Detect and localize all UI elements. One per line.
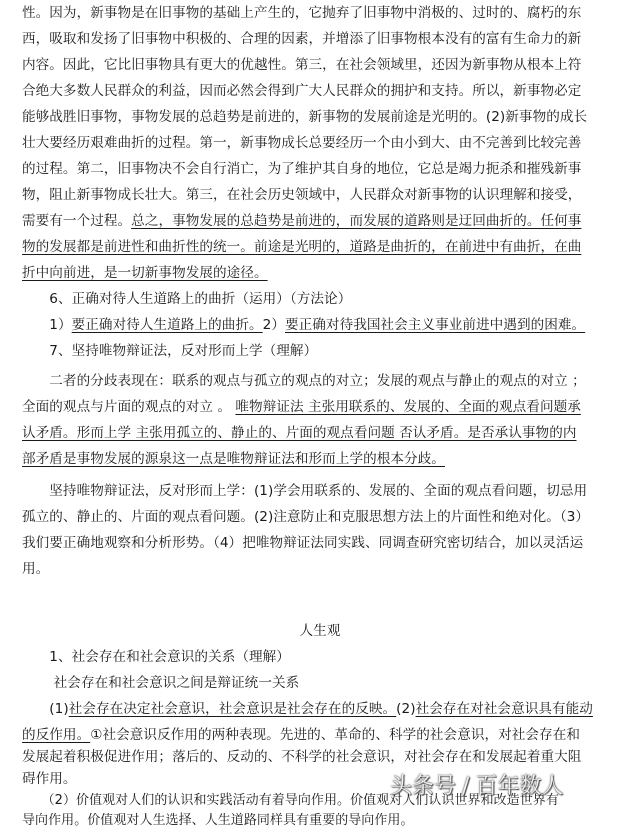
text-segment: 需要有一个过程。 xyxy=(22,213,132,229)
text-segment: 1、社会存在和社会意识的关系（理解） xyxy=(22,649,290,665)
text-segment: 合绝大多数人民群众的利益，因而必然会得到广大人民群众的拥护和支持。所以，新事物必定 xyxy=(22,83,582,99)
text-segment: 发展起着积极促进作用；落后的、反动的、不科学的社会意识，对社会存在和发展起着重大阻 xyxy=(22,749,582,765)
text-segment: 能够战胜旧事物，事物发展的总趋势是前进的，新事物的发展前途是光明的。(2)新事物的成长 xyxy=(22,109,588,125)
underlined-text: 唯物辩证法 主张用联系的、发展的、全面的观点看问题承 xyxy=(235,399,581,415)
section-heading xyxy=(22,342,317,360)
text-line xyxy=(22,56,581,74)
section-heading xyxy=(22,648,290,666)
text-line xyxy=(22,398,581,416)
text-line xyxy=(22,748,581,766)
text-segment: 物，阻止新事物成长壮大。第三，在社会历史领域中，人民群众对新事物的认识理解和接受， xyxy=(22,187,582,203)
text-segment: (1) xyxy=(22,701,69,717)
watermark xyxy=(390,773,563,801)
text-segment: 壮大要经历艰难曲折的过程。第一，新事物成长总要经历一个由小到大、由不完善到比较完善 xyxy=(22,135,582,151)
text-segment: 1） xyxy=(22,317,72,333)
underlined-text: 社会存在对社会意识具有能动 xyxy=(415,701,593,717)
text-line xyxy=(22,30,581,48)
text-segment: 西，吸取和发扬了旧事物中积极的、合理的因素，并增添了旧事物根本没有的富有生命力的新 xyxy=(22,31,582,47)
watermark-separator: / xyxy=(462,774,470,799)
watermark-author: 百年数人 xyxy=(475,774,564,799)
underlined-text: 的反作用。 xyxy=(22,727,91,743)
text-line xyxy=(22,482,587,500)
text-line xyxy=(22,508,589,526)
text-segment: 导向作用。价值观对人生选择、人生道路同样具有重要的导向作用。 xyxy=(22,813,414,828)
text-segment: 碍作用。 xyxy=(22,771,77,787)
text-line xyxy=(22,186,581,204)
page-title xyxy=(0,622,640,640)
text-line xyxy=(22,82,581,100)
text-line xyxy=(22,316,585,334)
text-segment: 坚持唯物辩证法，反对形而上学：(1)学会用联系的、发展的、全面的观点看问题，切忌用 xyxy=(22,483,588,499)
text-segment: 6、正确对待人生道路上的曲折（运用）（方法论） xyxy=(22,291,352,307)
text-segment: 用。 xyxy=(22,561,50,577)
text-line xyxy=(22,674,299,692)
text-line xyxy=(22,812,414,830)
text-line xyxy=(22,770,77,788)
text-line xyxy=(22,726,580,744)
underlined-text: 部矛盾是事物发展的源泉这一点是唯物辩证法和形而上学的根本分歧。 xyxy=(22,451,445,467)
watermark-source: 头条号 xyxy=(390,774,457,799)
text-line xyxy=(22,4,581,22)
text-segment: 7、坚持唯物辩证法，反对形而上学（理解） xyxy=(22,343,318,359)
text-line xyxy=(22,424,577,442)
text-segment: 内容。因此，它比旧事物具有更大的优越性。第三，在社会领域里，还因为新事物从根本上符 xyxy=(22,57,582,73)
section-heading xyxy=(22,290,351,308)
text-segment: 2） xyxy=(262,317,285,333)
text-segment: ①社会意识反作用的两种表现。先进的、革命的、科学的社会意识，对社会存在和 xyxy=(90,727,580,743)
underlined-text: 物的发展都是前进性和曲折性的统一。前途是光明的，道路是曲折的，在前进中有曲折，在曲 xyxy=(22,239,582,255)
text-line xyxy=(22,534,583,552)
text-segment: 性。因为，新事物是在旧事物的基础上产生的，它抛弃了旧事物中消极的、过时的、腐朽的东 xyxy=(22,5,582,21)
text-line xyxy=(22,212,581,230)
underlined-text: 要正确对待我国社会主义事业前进中遇到的困难。 xyxy=(285,317,586,333)
underlined-text: 折中向前进，是一切新事物发展的途径。 xyxy=(22,265,268,281)
text-segment: (2) xyxy=(396,701,416,717)
text-line xyxy=(22,160,581,178)
text-line xyxy=(22,560,49,578)
text-segment: 社会存在和社会意识之间是辩证统一关系 xyxy=(22,675,300,691)
text-line xyxy=(22,134,581,152)
text-line xyxy=(22,372,586,390)
text-line xyxy=(22,238,581,256)
text-segment: 全面的观点与片面的观点的对立 。 xyxy=(22,399,236,415)
underlined-text: 总之，事物发展的总趋势是前进的，而发展的道路则是迂回曲折的。任何事 xyxy=(131,213,582,229)
text-line xyxy=(22,108,587,126)
text-line xyxy=(22,450,445,468)
underlined-text: 要正确对待人生道路上的曲折。 xyxy=(71,317,263,333)
text-line xyxy=(22,700,593,718)
text-segment: 我们要正确地观察和分析形势。（4）把唯物辩证法同实践、同调查研究密切结合，加以灵活运 xyxy=(22,535,584,551)
underlined-text: 认矛盾。形而上学 主张用孤立的、静止的、片面的观点看问题 否认矛盾。是否承认事物的内 xyxy=(22,425,577,441)
text-segment: 人生观 xyxy=(299,623,341,639)
text-segment: 孤立的、静止的、片面的观点看问题。(2)注意防止和克服思想方法上的片面性和绝对化。（3） xyxy=(22,509,590,525)
text-segment: （2）价值观对人们的认识和实践活动有着导向作用。价值观对人们认识世界和改造世界有 xyxy=(22,793,559,808)
text-segment: 的过程。第二，旧事物决不会自行消亡，为了维护其自身的地位，它总是竭力扼杀和摧残新事 xyxy=(22,161,582,177)
text-segment: 二者的分歧表现在：联系的观点与孤立的观点的对立；发展的观点与静止的观点的对立 ； xyxy=(22,373,586,389)
underlined-text: 社会存在决定社会意识，社会意识是社会存在的反映。 xyxy=(68,701,397,717)
text-line xyxy=(22,264,268,282)
